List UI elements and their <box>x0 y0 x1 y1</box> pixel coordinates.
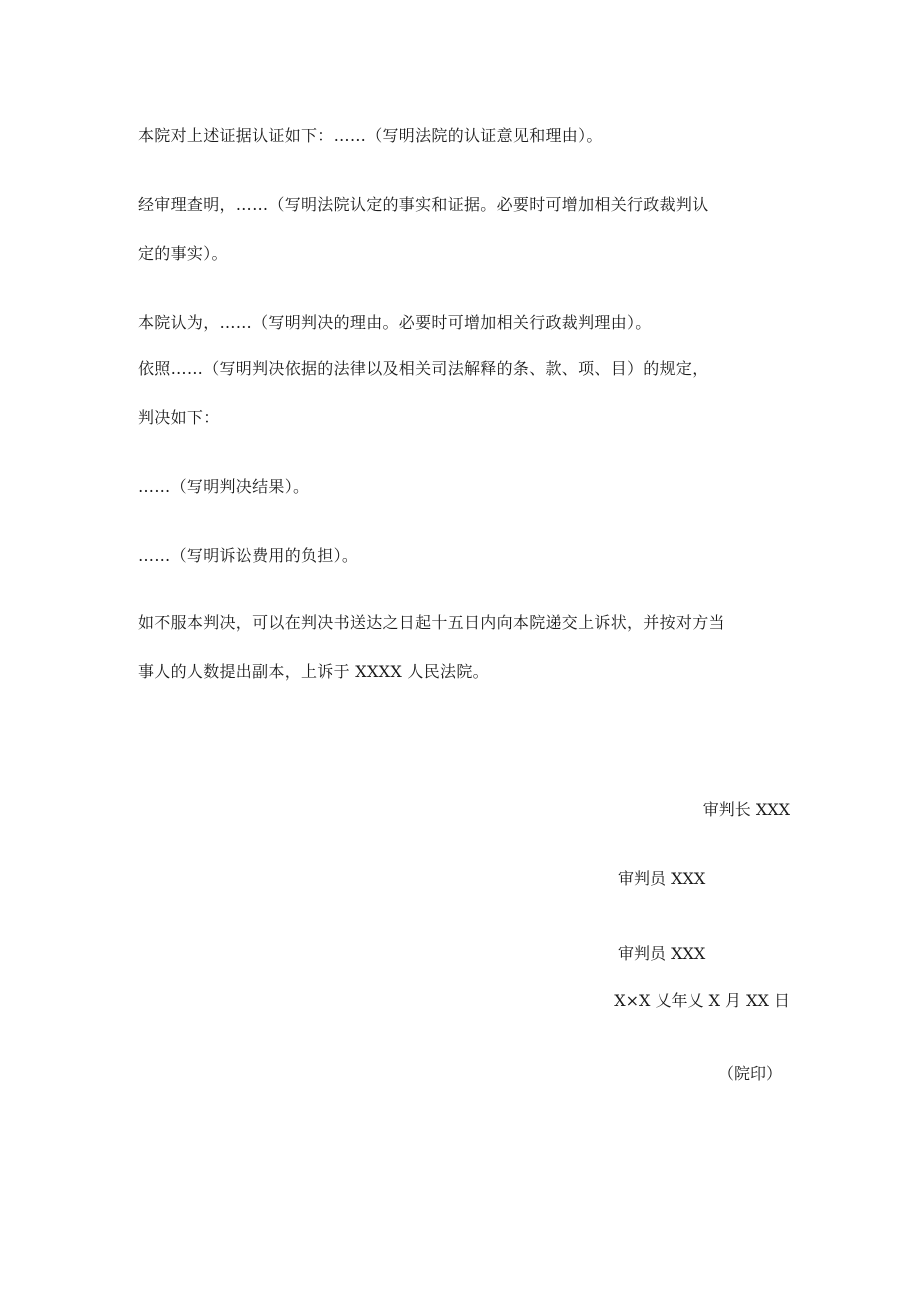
paragraph-evidence: 本院对上述证据认证如下：……（写明法院的认证意见和理由）。 <box>138 126 603 145</box>
paragraph-result: ……（写明判决结果）。 <box>138 477 310 496</box>
paragraph-appeal-line-2: 事人的人数提出副本，上诉于 XXXX 人民法院。 <box>138 662 489 681</box>
court-seal: （院印） <box>717 1064 782 1083</box>
paragraph-basis-line-1: 依照……（写明判决依据的法律以及相关司法解释的条、款、项、目）的规定， <box>138 359 709 378</box>
judgment-date: X×X 乂年乂 X 月 XX 日 <box>614 991 790 1010</box>
paragraph-facts-line-1: 经审理查明，……（写明法院认定的事实和证据。必要时可增加相关行政裁判认 <box>138 195 709 214</box>
paragraph-basis-line-2: 判决如下： <box>138 408 220 427</box>
paragraph-costs: ……（写明诉讼费用的负担）。 <box>138 546 359 565</box>
presiding-judge-signature: 审判长 XXX <box>702 800 790 819</box>
paragraph-facts-line-2: 定的事实）。 <box>138 244 228 263</box>
paragraph-reasoning: 本院认为，……（写明判决的理由。必要时可增加相关行政裁判理由）。 <box>138 313 652 332</box>
judge-signature-2: 审判员 XXX <box>618 944 706 963</box>
judge-signature-1: 审判员 XXX <box>618 869 706 888</box>
paragraph-appeal-line-1: 如不服本判决，可以在判决书送达之日起十五日内向本院递交上诉状，并按对方当 <box>138 613 725 632</box>
